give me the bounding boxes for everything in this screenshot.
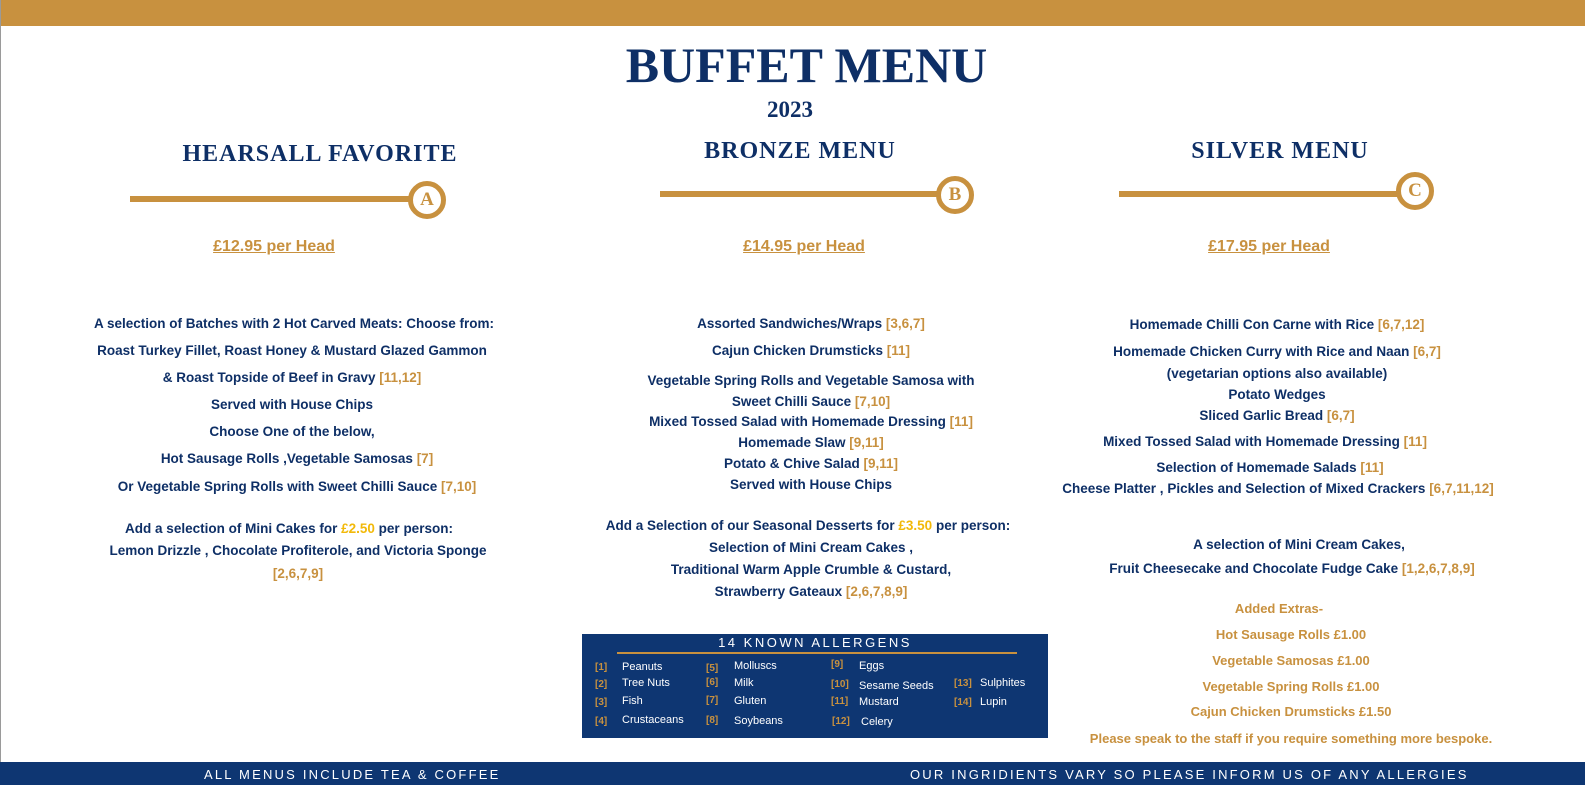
- allergen-number: [4]: [595, 716, 608, 727]
- extra-item: Vegetable Samosas £1.00: [1212, 653, 1370, 668]
- allergen-codes: [11,12]: [379, 370, 422, 385]
- menu-line: Homemade Chicken Curry with Rice and Naan [6,7]: [1113, 344, 1441, 359]
- menu-line: Or Vegetable Spring Rolls with Sweet Chilli Sauce [7,10]: [117, 479, 477, 494]
- allergen-name: Gluten: [734, 695, 767, 707]
- allergen-codes: [7,10]: [441, 479, 477, 494]
- allergen-number: [6]: [706, 677, 719, 688]
- menu-year: 2023: [767, 97, 813, 122]
- addon-price: £3.50: [898, 518, 933, 533]
- menu-line: Cheese Platter , Pickles and Selection of Mixed Crackers [6,7,11,12]: [1062, 481, 1494, 496]
- footer-bar: [0, 762, 1585, 785]
- allergen-number: [11]: [831, 696, 849, 707]
- column-a-rule: [130, 196, 415, 202]
- allergen-codes: [1,2,6,7,8,9]: [1401, 561, 1475, 576]
- footer-left-note: ALL MENUS INCLUDE TEA & COFFEE: [204, 767, 501, 782]
- column-a-price: £12.95 per Head: [213, 238, 335, 255]
- top-accent-bar: [0, 0, 1585, 26]
- column-a-title: HEARSALL FAVORITE: [182, 141, 458, 167]
- menu-line: Cajun Chicken Drumsticks [11]: [711, 343, 911, 358]
- menu-line: Roast Turkey Fillet, Roast Honey & Mustard Glazed Gammon: [97, 343, 487, 358]
- allergen-name: Sesame Seeds: [859, 680, 934, 692]
- allergen-number: [10]: [831, 679, 849, 690]
- allergen-codes: [6,7,12]: [1377, 317, 1425, 332]
- addon-line: Add a selection of Mini Cakes for £2.50 per person:: [125, 521, 453, 536]
- allergen-number: [12]: [832, 716, 850, 727]
- allergen-number: [13]: [954, 678, 972, 689]
- allergen-codes: [11]: [1403, 434, 1427, 449]
- menu-line: Sliced Garlic Bread [6,7]: [1199, 408, 1355, 423]
- column-c-price: £17.95 per Head: [1208, 238, 1330, 255]
- menu-line: Served with House Chips: [210, 397, 374, 412]
- allergen-codes: [3,6,7]: [885, 316, 925, 331]
- allergen-panel-title: 14 KNOWN ALLERGENS: [718, 635, 912, 650]
- menu-line: Homemade Slaw [9,11]: [738, 435, 884, 450]
- allergen-codes: [11]: [886, 343, 911, 358]
- menu-line: Mixed Tossed Salad with Homemade Dressing [11]: [649, 414, 973, 429]
- allergen-number: [8]: [706, 715, 719, 726]
- menu-line: A selection of Batches with 2 Hot Carved Meats: Choose from:: [93, 316, 495, 331]
- menu-line: Potato & Chive Salad [9,11]: [723, 456, 899, 471]
- allergen-panel-rule: [617, 652, 1017, 654]
- allergen-name: Soybeans: [734, 715, 783, 727]
- column-b-title: BRONZE MENU: [704, 138, 896, 164]
- menu-line: Assorted Sandwiches/Wraps [3,6,7]: [697, 316, 925, 331]
- allergen-codes: [9,11]: [849, 435, 884, 450]
- allergen-codes: [7]: [416, 451, 434, 466]
- allergen-codes: [2,6,7,9]: [272, 566, 324, 581]
- allergen-codes: [2,6,7,8,9]: [845, 584, 908, 599]
- allergen-name: Peanuts: [622, 661, 663, 673]
- extra-item: Cajun Chicken Drumsticks £1.50: [1190, 704, 1392, 719]
- allergen-name: Crustaceans: [622, 714, 684, 726]
- column-c-badge: C: [1396, 172, 1434, 210]
- addon-line: Traditional Warm Apple Crumble & Custard,: [670, 562, 952, 577]
- allergen-name: Tree Nuts: [622, 677, 670, 689]
- allergen-name: Mustard: [859, 696, 899, 708]
- menu-line: Served with House Chips: [729, 477, 893, 492]
- menu-line: Selection of Homemade Salads [11]: [1156, 460, 1384, 475]
- menu-line: Potato Wedges: [1228, 387, 1326, 402]
- allergen-name: Eggs: [859, 660, 885, 672]
- allergen-name: Fish: [622, 695, 643, 707]
- allergen-number: [1]: [595, 662, 608, 673]
- addon-line: Fruit Cheesecake and Chocolate Fudge Cake [1,2,6,7,8,9]: [1109, 561, 1475, 576]
- allergen-number: [5]: [706, 663, 719, 674]
- allergen-number: [2]: [595, 679, 608, 690]
- menu-line: Vegetable Spring Rolls and Vegetable Samosa with: [647, 373, 975, 388]
- menu-line: Homemade Chilli Con Carne with Rice [6,7,12]: [1129, 317, 1425, 332]
- allergen-number: [3]: [595, 697, 608, 708]
- allergen-codes: [11]: [1360, 460, 1384, 475]
- bespoke-note: Please speak to the staff if you require something more bespoke.: [1089, 731, 1493, 746]
- addon-line: Lemon Drizzle , Chocolate Profiterole, and Victoria Sponge: [109, 543, 487, 558]
- menu-line: (vegetarian options also available): [1166, 366, 1388, 381]
- allergen-codes: [7,10]: [854, 394, 891, 409]
- menu-line: Sweet Chilli Sauce [7,10]: [731, 394, 891, 409]
- allergen-name: Celery: [861, 716, 893, 728]
- page-title: BUFFET MENU: [625, 37, 988, 93]
- menu-line: Hot Sausage Rolls ,Vegetable Samosas [7]: [160, 451, 434, 466]
- extra-item: Vegetable Spring Rolls £1.00: [1202, 679, 1380, 694]
- extra-item: Hot Sausage Rolls £1.00: [1215, 627, 1367, 642]
- allergen-name: Molluscs: [734, 660, 777, 672]
- extras-heading: Added Extras-: [1234, 601, 1324, 616]
- column-c-title: SILVER MENU: [1191, 138, 1369, 164]
- allergen-panel: [582, 634, 1048, 738]
- allergen-number: [14]: [954, 697, 972, 708]
- menu-line: & Roast Topside of Beef in Gravy [11,12]: [162, 370, 422, 385]
- column-a-badge: A: [408, 181, 446, 219]
- allergen-codes: [6,7,11,12]: [1429, 481, 1494, 496]
- column-b-rule: [660, 191, 940, 197]
- allergen-number: [9]: [831, 659, 844, 670]
- menu-line: Mixed Tossed Salad with Homemade Dressing [11]: [1103, 434, 1427, 449]
- addon-line: [273, 566, 323, 581]
- menu-line: Choose One of the below,: [209, 424, 375, 439]
- addon-line: A selection of Mini Cream Cakes,: [1193, 537, 1405, 552]
- allergen-name: Milk: [734, 677, 754, 689]
- column-c-rule: [1119, 191, 1399, 197]
- column-b-badge: B: [936, 176, 974, 214]
- footer-right-note: OUR INGRIDIENTS VARY SO PLEASE INFORM US OF ANY ALLERGIES: [910, 767, 1469, 782]
- allergen-codes: [11]: [949, 414, 973, 429]
- allergen-number: [7]: [706, 695, 719, 706]
- allergen-codes: [6,7]: [1326, 408, 1355, 423]
- allergen-name: Sulphites: [980, 677, 1026, 689]
- addon-line: Add a Selection of our Seasonal Desserts for £3.50 per person:: [605, 518, 1011, 533]
- allergen-codes: [9,11]: [863, 456, 899, 471]
- addon-line: Strawberry Gateaux [2,6,7,8,9]: [714, 584, 908, 599]
- allergen-codes: [6,7]: [1413, 344, 1441, 359]
- column-b-price: £14.95 per Head: [743, 238, 865, 255]
- addon-price: £2.50: [341, 521, 375, 536]
- addon-line: Selection of Mini Cream Cakes ,: [708, 540, 914, 555]
- left-border: [0, 0, 1, 785]
- allergen-name: Lupin: [980, 696, 1007, 708]
